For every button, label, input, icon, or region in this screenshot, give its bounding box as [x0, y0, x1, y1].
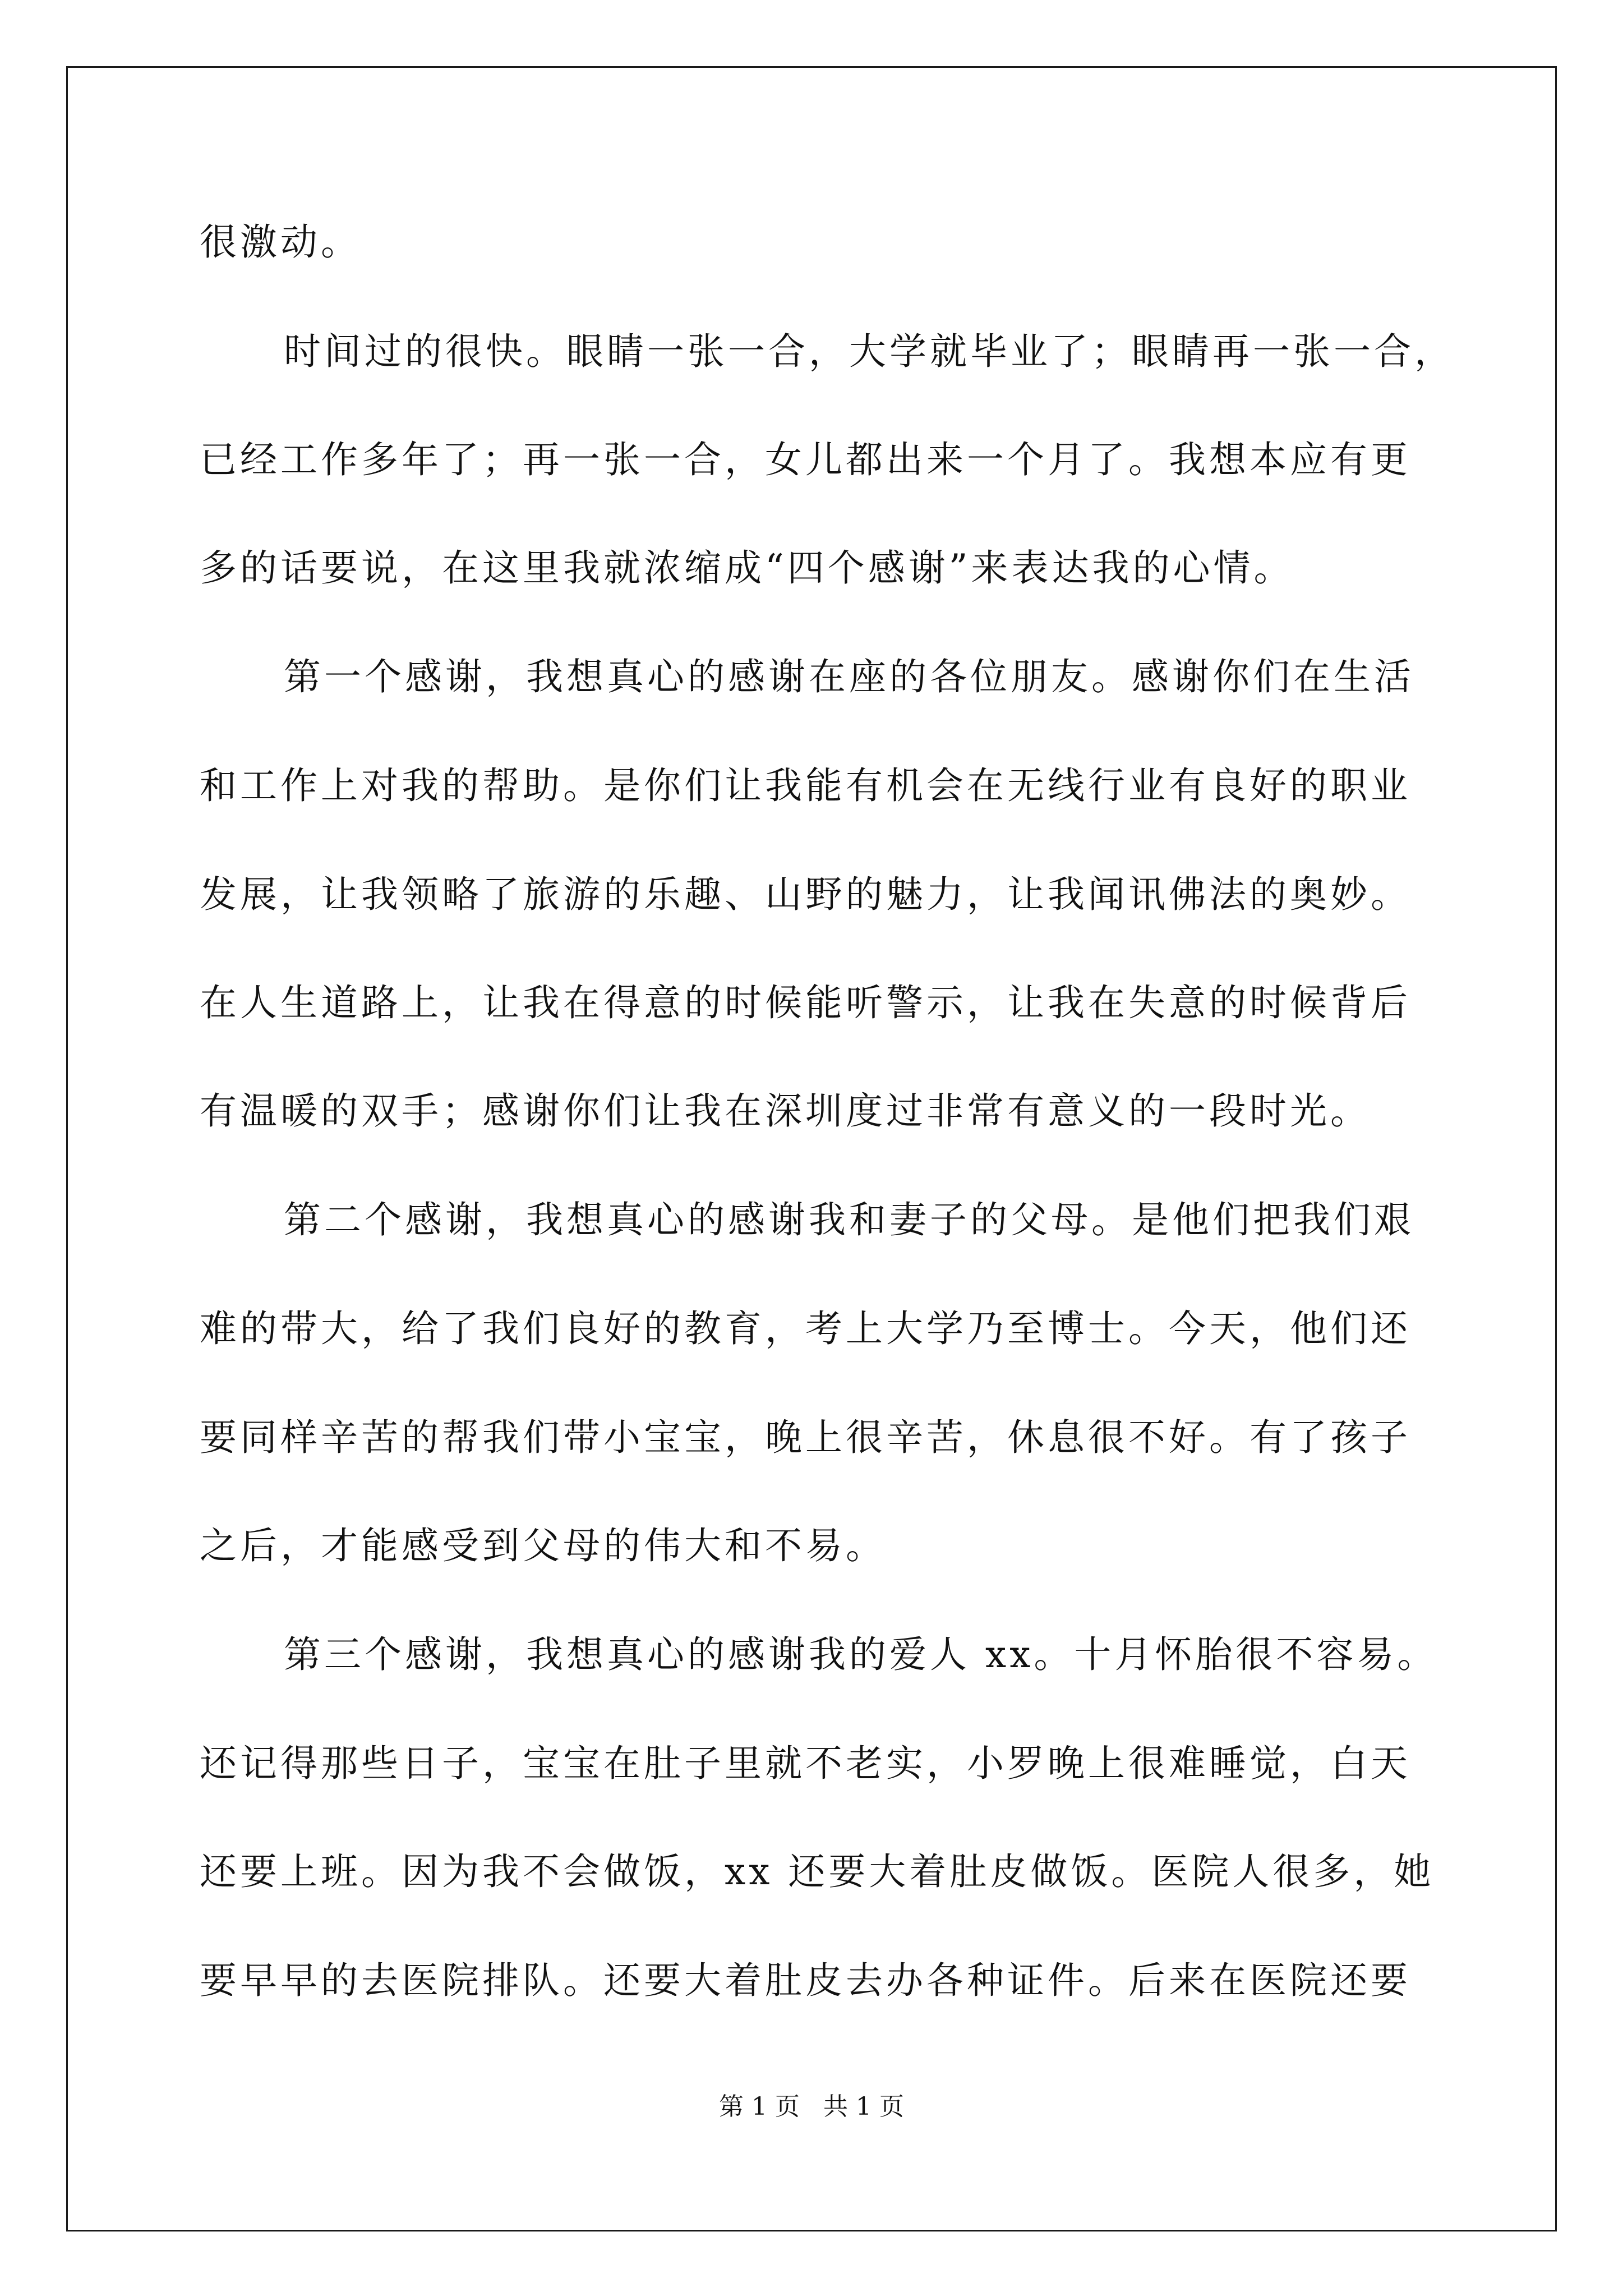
- text-line: 要早早的去医院排队。还要大着肚皮去办各种证件。后来在医院还要: [200, 1959, 1411, 2002]
- text-line: 有温暖的双手；感谢你们让我在深圳度过非常有意义的一段时光。: [200, 1089, 1371, 1133]
- text-line: 第三个感谢，我想真心的感谢我的爱人 xx。十月怀胎很不容易。: [284, 1633, 1438, 1676]
- text-line: 多的话要说，在这里我就浓缩成“四个感谢”来表达我的心情。: [200, 546, 1294, 590]
- text-line: 在人生道路上，让我在得意的时候能听警示，让我在失意的时候背后: [200, 981, 1411, 1024]
- page-footer: 第 1 页 共 1 页: [719, 2092, 904, 2121]
- text-line: 要同样辛苦的帮我们带小宝宝，晚上很辛苦，休息很不好。有了孩子: [200, 1416, 1411, 1459]
- text-line: 还要上班。因为我不会做饭，xx 还要大着肚皮做饭。医院人很多，她: [200, 1850, 1435, 1893]
- text-line: 第一个感谢，我想真心的感谢在座的各位朋友。感谢你们在生活: [284, 655, 1414, 698]
- text-line: 还记得那些日子，宝宝在肚子里就不老实，小罗晚上很难睡觉，白天: [200, 1742, 1411, 1785]
- text-line: 时间过的很快。眼睛一张一合，大学就毕业了；眼睛再一张一合，: [284, 330, 1455, 373]
- text-line: 已经工作多年了；再一张一合，女儿都出来一个月了。我想本应有更: [200, 438, 1411, 481]
- text-line: 很激动。: [200, 220, 361, 264]
- text-line: 第二个感谢，我想真心的感谢我和妻子的父母。是他们把我们艰: [284, 1198, 1414, 1241]
- text-line: 难的带大，给了我们良好的教育，考上大学乃至博士。今天，他们还: [200, 1307, 1411, 1350]
- page-border: [66, 66, 1557, 2231]
- text-line: 发展，让我领略了旅游的乐趣、山野的魅力，让我闻讯佛法的奥妙。: [200, 873, 1411, 916]
- text-line: 之后，才能感受到父母的伟大和不易。: [200, 1524, 886, 1567]
- text-line: 和工作上对我的帮助。是你们让我能有机会在无线行业有良好的职业: [200, 764, 1411, 807]
